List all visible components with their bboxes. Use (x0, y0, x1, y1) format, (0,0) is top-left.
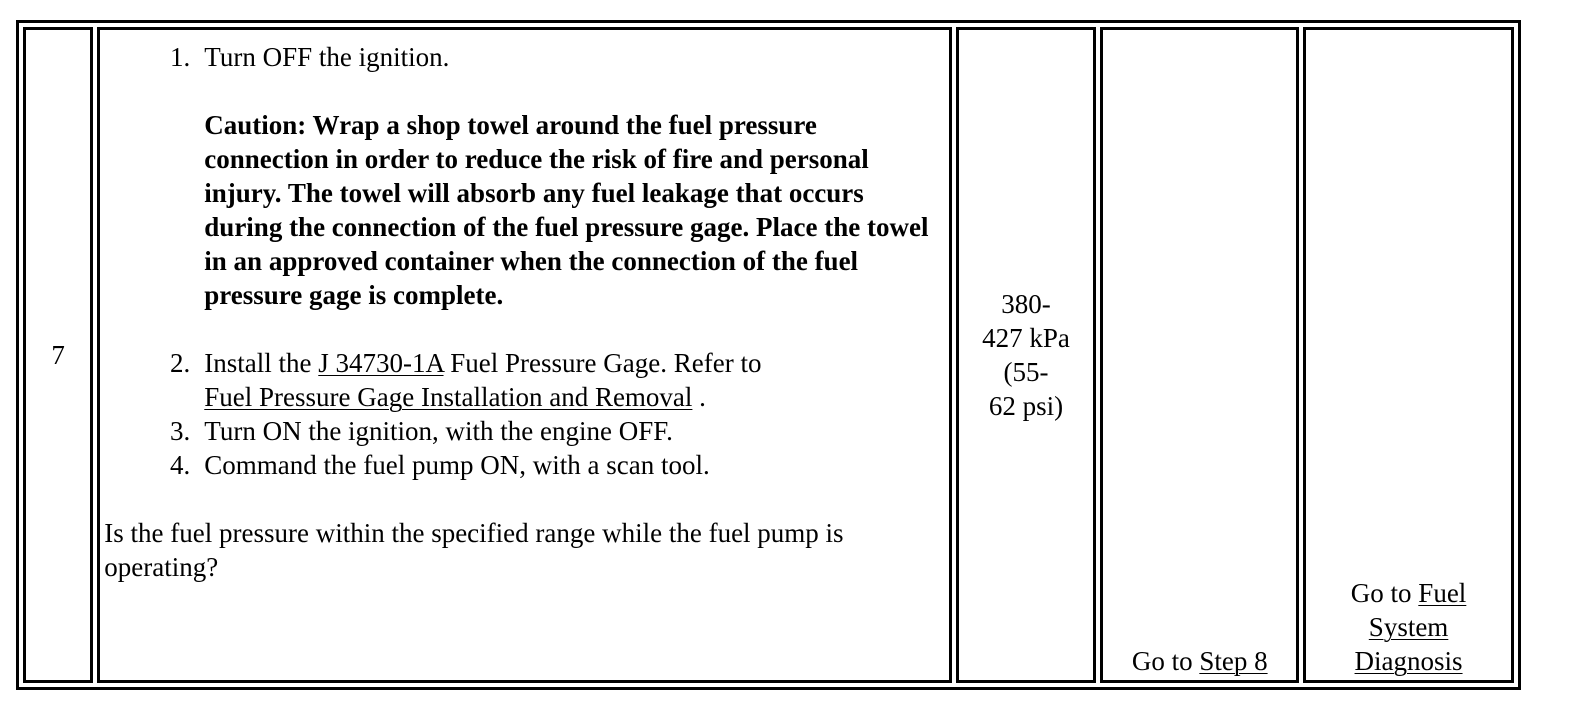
list-item-number: 1. (170, 42, 191, 72)
tool-link[interactable]: J 34730-1A (318, 348, 444, 378)
value-line: 62 psi) (988, 391, 1064, 421)
list-item (106, 414, 948, 448)
yes-cell (1100, 27, 1299, 683)
list-item-text-post: . (692, 382, 706, 412)
fuel-system-diagnosis-link-part2[interactable]: System (1368, 612, 1449, 642)
value-line: 427 kPa (982, 323, 1070, 353)
value-line: (55- (1003, 357, 1049, 387)
no-cell (1303, 27, 1514, 683)
list-item-text: Turn OFF the ignition. (204, 42, 450, 72)
list-item-number: 4. (170, 450, 191, 480)
step-number-cell (23, 27, 93, 683)
list-item-text-mid: Fuel Pressure Gage. Refer to (443, 348, 762, 378)
list-item (106, 448, 948, 482)
no-prefix: Go to (1350, 578, 1419, 608)
fuel-system-diagnosis-link-part1[interactable]: Fuel (1418, 578, 1467, 608)
list-item-text: Command the fuel pump ON, with a scan tool. (204, 450, 710, 480)
value-cell (956, 27, 1097, 683)
list-item-text: Turn ON the ignition, with the engine OFF. (204, 416, 673, 446)
action-cell (97, 27, 951, 683)
list-item-text-pre: Install the (204, 348, 319, 378)
step-number: 7 (51, 340, 65, 370)
diagnostic-step-table (16, 20, 1521, 690)
yes-prefix: Go to (1131, 646, 1200, 676)
gage-installation-link[interactable]: Fuel Pressure Gage Installation and Removal (204, 382, 693, 412)
value-line: 380- (1001, 289, 1051, 319)
table-row (23, 27, 1514, 683)
step-8-link[interactable]: Step 8 (1199, 646, 1268, 676)
caution-text: Caution: Wrap a shop towel around the fuel pressure connection in order to reduce the risk of fire and personal injury. The towel will absorb any fuel leakage that occurs during the connection of the fuel pressure gage. Place the towel in an approved container when the connection of the fuel pressure gage is complete. (204, 110, 929, 310)
action-list (106, 40, 948, 74)
list-item (106, 40, 948, 74)
list-item (106, 346, 948, 414)
fuel-system-diagnosis-link-part3[interactable]: Diagnosis (1354, 646, 1463, 676)
list-item-number: 3. (170, 416, 191, 446)
question-text: Is the fuel pressure within the specified range while the fuel pump is operating? (104, 518, 844, 582)
list-item-number: 2. (170, 348, 191, 378)
action-list-continued (106, 346, 948, 482)
